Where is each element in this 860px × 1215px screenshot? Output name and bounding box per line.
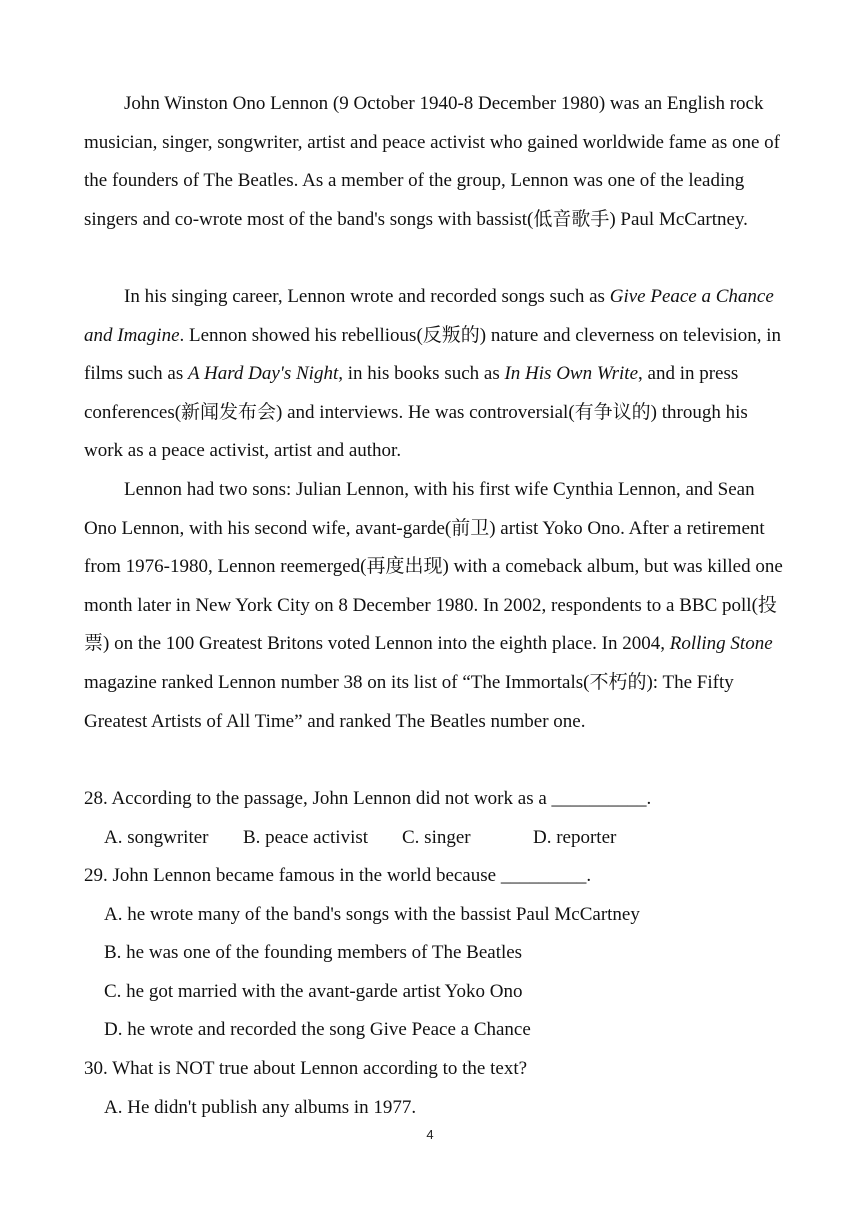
question-28-option-b: B. peace activist xyxy=(243,827,369,848)
question-30-stem: 30. What is NOT true about Lennon according to the text? xyxy=(84,1058,528,1079)
question-29-stem: 29. John Lennon became famous in the world because _________. xyxy=(84,865,592,886)
question-29-option-a: A. he wrote many of the band's songs with the bassist Paul McCartney xyxy=(104,904,640,925)
question-30-option-a: A. He didn't publish any albums in 1977. xyxy=(104,1097,417,1118)
question-29-option-b: B. he was one of the founding members of The Beatles xyxy=(104,942,523,963)
question-28-option-a: A. songwriter xyxy=(104,827,209,848)
question-28-option-c: C. singer xyxy=(402,827,471,848)
question-28-option-d: D. reporter xyxy=(533,827,617,848)
page-number: 4 xyxy=(426,1127,434,1142)
question-29-option-c: C. he got married with the avant-garde artist Yoko Ono xyxy=(104,981,523,1002)
question-29-option-d: D. he wrote and recorded the song Give Peace a Chance xyxy=(104,1019,531,1040)
passage-paragraph-3: Lennon had two sons: Julian Lennon, with his first wife Cynthia Lennon, and Sean Ono Lennon, with his second wife, avant-garde(前卫) artist Yoko Ono. After a retirement from 1976-1980, Lennon reemerged(再度出现) with a comeback album, but was killed one month later in New York City on 8 December 1980. In 2002, respondents to a BBC poll(投票) on the 100 Greatest Britons voted Lennon into the eighth place. In 2004, Rolling Stone magazine ranked Lennon number 38 on its list of “The Immortals(不朽的): The Fifty Greatest Artists of All Time” and ranked The Beatles number one. xyxy=(84,479,783,732)
question-28-stem: 28. According to the passage, John Lennon did not work as a __________. xyxy=(84,788,652,809)
passage-paragraph-1: John Winston Ono Lennon (9 October 1940-8 December 1980) was an English rock musician, singer, songwriter, artist and peace activist who gained worldwide fame as one of the founders of The Beatles. As a member of the group, Lennon was one of the leading singers and co-wrote most of the band's songs with bassist(低音歌手) Paul McCartney. xyxy=(84,93,780,230)
passage-paragraph-2: In his singing career, Lennon wrote and recorded songs such as Give Peace a Chance and Imagine. Lennon showed his rebellious(反叛的) nature and cleverness on television, in films such as A Hard Day's Night, in his books such as In His Own Write, and in press conferences(新闻发布会) and interviews. He was controversial(有争议的) through his work as a peace activist, artist and author. xyxy=(84,286,782,462)
